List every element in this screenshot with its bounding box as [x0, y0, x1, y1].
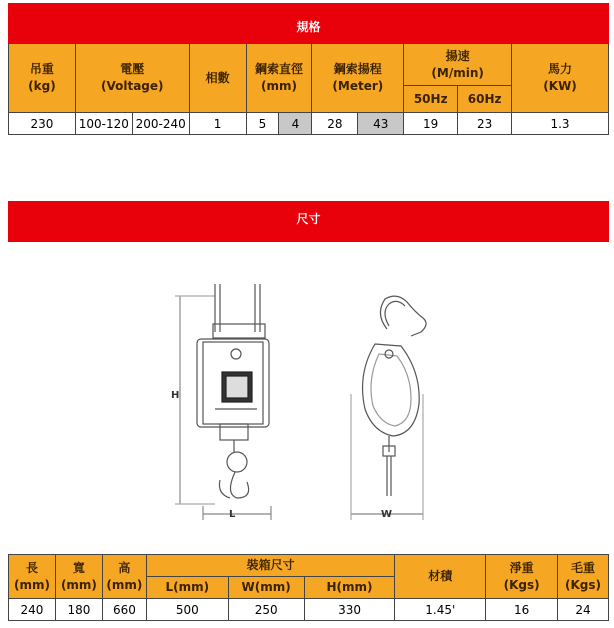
- cell-speed-50: 19: [404, 113, 458, 135]
- hoist-drawing: [171, 284, 445, 529]
- cell-voltage-2: 200-240: [132, 113, 189, 135]
- header-box-w: W(mm): [228, 577, 304, 599]
- header-load: 吊重 (kg): [9, 44, 76, 113]
- label-w: W: [381, 509, 393, 520]
- cell-load: 230: [9, 113, 76, 135]
- header-50hz: 50Hz: [404, 86, 458, 113]
- header-length: 長 (mm): [9, 555, 56, 599]
- cell-length: 240: [9, 599, 56, 621]
- header-box-l: L(mm): [146, 577, 228, 599]
- header-rope-diameter: 鋼索直徑 (mm): [246, 44, 312, 113]
- spec-banner-title: 規格: [296, 20, 321, 34]
- header-net-weight: 淨重 (Kgs): [486, 555, 558, 599]
- dim-data-row: [9, 599, 609, 621]
- spec-banner: [8, 3, 609, 43]
- cell-rope-dia-2: 4: [279, 113, 312, 135]
- header-phase: 相數: [189, 44, 246, 113]
- cell-box-l: 500: [146, 599, 228, 621]
- cell-speed-60: 23: [458, 113, 512, 135]
- header-60hz: 60Hz: [458, 86, 512, 113]
- cell-voltage-1: 100-120: [75, 113, 132, 135]
- cell-net-weight: 16: [486, 599, 558, 621]
- spec-header-row: [9, 44, 609, 86]
- header-width: 寬 (mm): [55, 555, 102, 599]
- cell-power: 1.3: [512, 113, 609, 135]
- header-gross-weight: 毛重 (Kgs): [558, 555, 609, 599]
- hoist-line-drawing: [175, 284, 445, 529]
- label-h: H: [171, 390, 180, 401]
- header-box-size: 裝箱尺寸: [146, 555, 395, 577]
- cell-rope-lift-1: 28: [312, 113, 358, 135]
- cell-box-w: 250: [228, 599, 304, 621]
- dimension-banner-title: 尺寸: [296, 212, 321, 226]
- dimension-banner: [8, 201, 609, 242]
- cell-material: 1.45': [395, 599, 486, 621]
- header-height: 高 (mm): [102, 555, 146, 599]
- cell-width: 180: [55, 599, 102, 621]
- header-box-h: H(mm): [304, 577, 395, 599]
- cell-rope-dia-1: 5: [246, 113, 279, 135]
- cell-rope-lift-2: 43: [358, 113, 404, 135]
- header-power: 馬力 (KW): [512, 44, 609, 113]
- header-voltage: 電壓 (Voltage): [75, 44, 189, 113]
- header-rope-lift: 鋼索揚程 (Meter): [312, 44, 404, 113]
- spec-data-row: [9, 113, 609, 135]
- cell-box-h: 330: [304, 599, 395, 621]
- cell-gross-weight: 24: [558, 599, 609, 621]
- label-l: L: [229, 509, 236, 520]
- header-speed: 揚速 (M/min): [404, 44, 512, 86]
- cell-height: 660: [102, 599, 146, 621]
- spec-table: [8, 43, 609, 135]
- header-material: 材積: [395, 555, 486, 599]
- cell-phase: 1: [189, 113, 246, 135]
- dim-header-row: [9, 555, 609, 577]
- dimension-table: [8, 554, 609, 621]
